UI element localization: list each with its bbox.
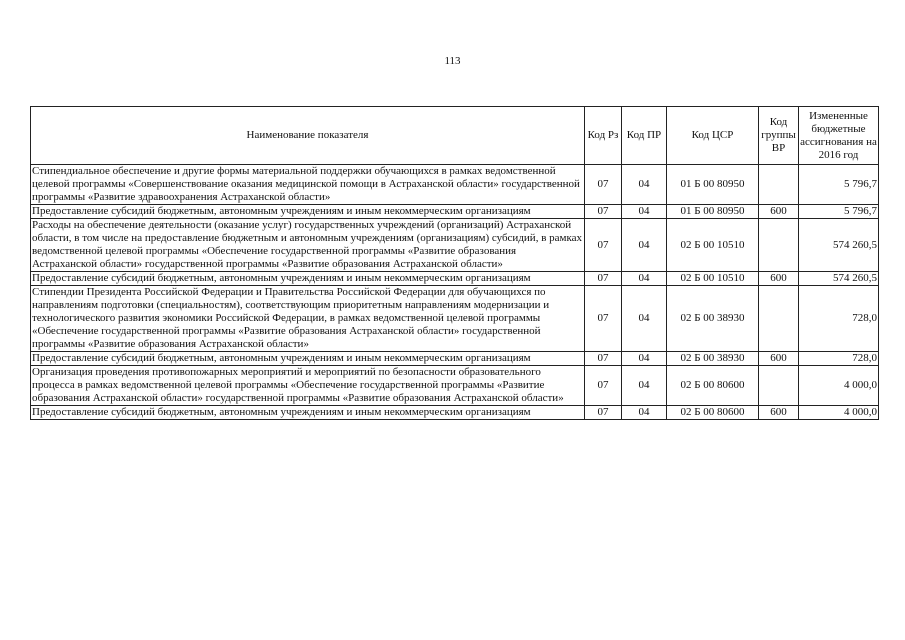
table-row [31, 366, 879, 406]
row-name: Расходы на обеспечение деятельности (оказание услуг) государственных учреждений (организаций) Астраханской области, в том числе на предоставление бюджетным и автономным учреждениям (организациям) субсидий, в рамках ведомственной целевой программы «Обеспечение государственной программы «Развитие образования Астраханской области» государственной программы «Развитие образования Астраханской области» [31, 219, 585, 272]
page-number: 113 [444, 55, 461, 67]
row-vr [759, 286, 799, 352]
table-row [31, 165, 879, 205]
row-vr: 600 [759, 352, 799, 366]
header-rz: Код Рз [585, 107, 622, 165]
row-csr: 02 Б 00 80600 [667, 366, 759, 406]
row-rz: 07 [585, 205, 622, 219]
row-vr [759, 165, 799, 205]
row-pr: 04 [622, 366, 667, 406]
row-name: Стипендиальное обеспечение и другие формы материальной поддержки обучающихся в рамках ведомственной целевой программы «Совершенствование оказания медицинской помощи в Астраханской области» государственной программы «Развитие здравоохранения Астраханской области» [31, 165, 585, 205]
row-amount: 574 260,5 [799, 272, 879, 286]
row-name: Предоставление субсидий бюджетным, автономным учреждениям и иным некоммерческим организациям [31, 406, 585, 420]
row-pr: 04 [622, 272, 667, 286]
row-rz: 07 [585, 286, 622, 352]
row-pr: 04 [622, 165, 667, 205]
row-vr: 600 [759, 205, 799, 219]
header-vr: Код группы ВР [759, 107, 799, 165]
row-rz: 07 [585, 165, 622, 205]
table-header-row [31, 107, 879, 165]
row-csr: 02 Б 00 80600 [667, 406, 759, 420]
row-csr: 02 Б 00 38930 [667, 352, 759, 366]
header-amount: Измененные бюджетные ассигнования на 2016 год [799, 107, 879, 165]
row-csr: 02 Б 00 38930 [667, 286, 759, 352]
row-rz: 07 [585, 272, 622, 286]
row-amount: 4 000,0 [799, 406, 879, 420]
row-pr: 04 [622, 219, 667, 272]
row-amount: 5 796,7 [799, 205, 879, 219]
row-rz: 07 [585, 219, 622, 272]
table-row [31, 205, 879, 219]
row-amount: 728,0 [799, 352, 879, 366]
row-vr [759, 366, 799, 406]
header-name: Наименование показателя [31, 107, 585, 165]
table-row [31, 406, 879, 420]
row-pr: 04 [622, 205, 667, 219]
row-amount: 574 260,5 [799, 219, 879, 272]
row-rz: 07 [585, 352, 622, 366]
row-pr: 04 [622, 406, 667, 420]
budget-table [30, 106, 879, 420]
row-vr: 600 [759, 272, 799, 286]
row-vr: 600 [759, 406, 799, 420]
row-csr: 02 Б 00 10510 [667, 219, 759, 272]
row-csr: 01 Б 00 80950 [667, 205, 759, 219]
header-csr: Код ЦСР [667, 107, 759, 165]
row-name: Стипендии Президента Российской Федерации и Правительства Российской Федерации для обучающихся по направлениям подготовки (специальностям), соответствующим приоритетным направлениям модернизации и технологического развития экономики Российской Федерации, в рамках ведомственной целевой программы «Обеспечение государственной программы «Развитие образования Астраханской области» государственной программы «Развитие образования Астраханской области» [31, 286, 585, 352]
row-amount: 728,0 [799, 286, 879, 352]
row-amount: 5 796,7 [799, 165, 879, 205]
row-csr: 01 Б 00 80950 [667, 165, 759, 205]
row-rz: 07 [585, 406, 622, 420]
row-vr [759, 219, 799, 272]
row-pr: 04 [622, 352, 667, 366]
table-row [31, 286, 879, 352]
row-rz: 07 [585, 366, 622, 406]
header-pr: Код ПР [622, 107, 667, 165]
table-row [31, 272, 879, 286]
row-name: Предоставление субсидий бюджетным, автономным учреждениям и иным некоммерческим организациям [31, 272, 585, 286]
row-amount: 4 000,0 [799, 366, 879, 406]
row-name: Предоставление субсидий бюджетным, автономным учреждениям и иным некоммерческим организациям [31, 205, 585, 219]
row-name: Предоставление субсидий бюджетным, автономным учреждениям и иным некоммерческим организациям [31, 352, 585, 366]
table-row [31, 352, 879, 366]
row-name: Организация проведения противопожарных мероприятий и мероприятий по безопасности образовательного процесса в рамках ведомственной целевой программы «Обеспечение государственной программы «Развитие образования Астраханской области» государственной программы «Развитие образования Астраханской области» [31, 366, 585, 406]
row-csr: 02 Б 00 10510 [667, 272, 759, 286]
table-row [31, 219, 879, 272]
row-pr: 04 [622, 286, 667, 352]
